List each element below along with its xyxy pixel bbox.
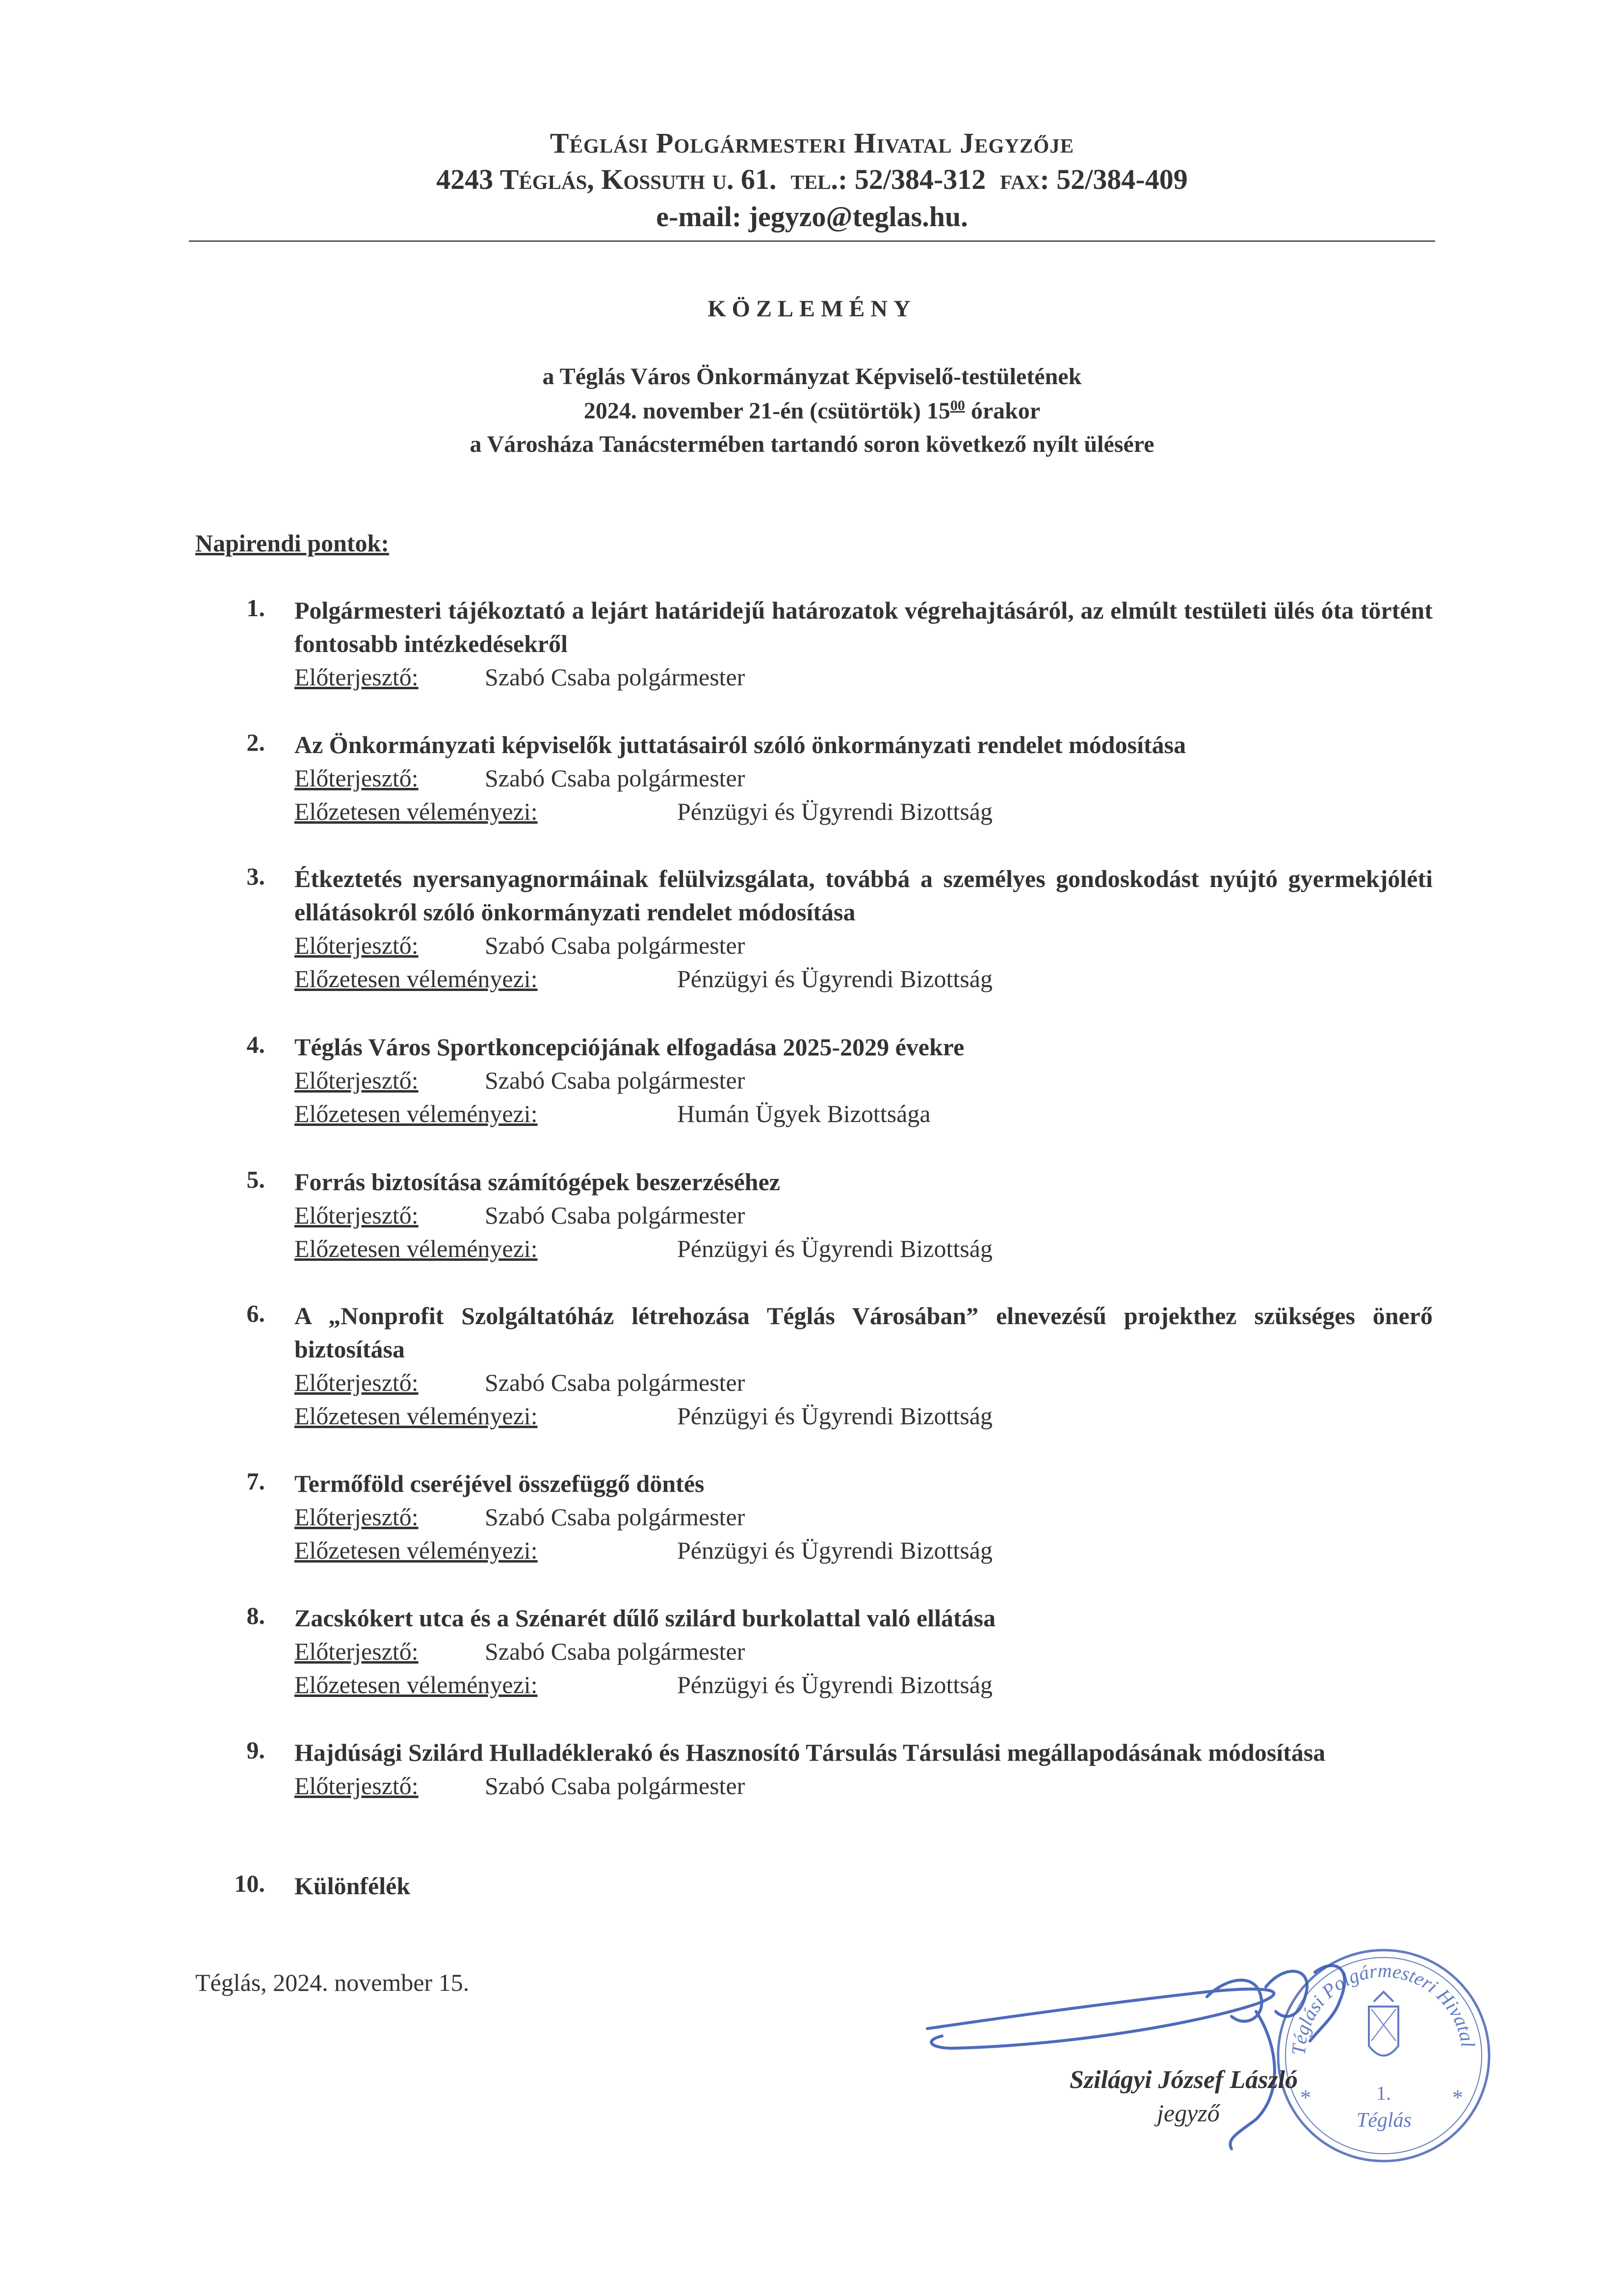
agenda-item-number: 9. xyxy=(246,1736,265,1764)
agenda-item-number: 3. xyxy=(246,862,265,890)
presenter-label: Előterjesztő: xyxy=(294,1369,419,1396)
agenda-item xyxy=(226,1869,1433,1903)
agenda-item-title: Hajdúsági Szilárd Hulladéklerakó és Hasznosító Társulás Társulási megállapodásának módosítása xyxy=(294,1739,1326,1766)
presenter-value: Szabó Csaba polgármester xyxy=(485,1369,745,1396)
agenda-item-title: Étkeztetés nyersanyagnormáinak felülvizsgálata, továbbá a személyes gondoskodást nyújtó gyermekjóléti ellátásokról szóló önkormányzati rendelet módosítása xyxy=(294,865,1433,926)
presenter-label: Előterjesztő: xyxy=(294,932,419,959)
reviewer-value: Humán Ügyek Bizottsága xyxy=(677,1100,931,1127)
presenter-value: Szabó Csaba polgármester xyxy=(485,1638,745,1665)
agenda-heading: Napirendi pontok: xyxy=(195,529,390,557)
reviewer-value: Pénzügyi és Ügyrendi Bizottság xyxy=(677,1402,993,1430)
agenda-item-reviewer xyxy=(294,1534,1433,1567)
letterhead-office: Téglási Polgármesteri Hivatal Jegyzője xyxy=(550,127,1074,159)
notice-date: 2024. november 21-én (csütörtök) 15 xyxy=(583,398,950,424)
presenter-value: Szabó Csaba polgármester xyxy=(485,663,745,691)
agenda-item xyxy=(226,862,1433,995)
seal-bottom-text: Téglás xyxy=(1357,2109,1412,2132)
agenda-item-number: 7. xyxy=(246,1467,265,1495)
agenda-item-presenter xyxy=(294,761,1433,795)
letterhead-tel: tel.: 52/384-312 xyxy=(790,163,986,195)
reviewer-label: Előzetesen véleményezi: xyxy=(294,965,538,992)
agenda-item xyxy=(226,1601,1433,1701)
reviewer-value: Pénzügyi és Ügyrendi Bizottság xyxy=(677,965,993,992)
agenda-item-title: Polgármesteri tájékoztató a lejárt határidejű határozatok végrehajtásáról, az elmúlt testületi ülés óta történt fontosabb intézkedésekről xyxy=(294,597,1433,657)
presenter-label: Előterjesztő: xyxy=(294,1201,419,1229)
agenda-item-title: Különfélék xyxy=(294,1872,411,1900)
agenda-item-title: A „Nonprofit Szolgáltatóház létrehozása Téglás Városában” elnevezésű projekthez szükséges önerő biztosítása xyxy=(294,1302,1433,1363)
reviewer-value: Pénzügyi és Ügyrendi Bizottság xyxy=(677,798,993,825)
reviewer-label: Előzetesen véleményezi: xyxy=(294,1235,538,1262)
agenda-item-title: Forrás biztosítása számítógépek beszerzéséhez xyxy=(294,1168,780,1196)
agenda-item xyxy=(226,1467,1433,1567)
agenda-item xyxy=(226,1165,1433,1265)
agenda-item-number: 4. xyxy=(246,1031,265,1058)
presenter-value: Szabó Csaba polgármester xyxy=(485,1772,745,1800)
agenda-item xyxy=(226,728,1433,828)
reviewer-label: Előzetesen véleményezi: xyxy=(294,1537,538,1564)
seal-number: 1. xyxy=(1376,2082,1391,2104)
agenda-item-number: 8. xyxy=(246,1602,265,1629)
reviewer-value: Pénzügyi és Ügyrendi Bizottság xyxy=(677,1537,993,1564)
place-date: Téglás, 2024. november 15. xyxy=(195,1969,470,1996)
agenda-item-presenter xyxy=(294,1769,1433,1802)
agenda-item-number: 6. xyxy=(246,1300,265,1327)
agenda-item xyxy=(226,1299,1433,1433)
agenda-item-presenter xyxy=(294,929,1433,962)
presenter-value: Szabó Csaba polgármester xyxy=(485,1067,745,1094)
agenda-item-title: Zacskókert utca és a Szénarét dűlő szilárd burkolattal való ellátása xyxy=(294,1604,996,1632)
notice-line-1: a Téglás Város Önkormányzat Képviselő-testületének xyxy=(542,364,1082,390)
notice-time-minutes: 00 xyxy=(950,397,965,414)
agenda-item-reviewer xyxy=(294,962,1433,995)
presenter-label: Előterjesztő: xyxy=(294,1503,419,1531)
agenda-item xyxy=(226,594,1433,694)
agenda-item-presenter xyxy=(294,1199,1433,1232)
presenter-value: Szabó Csaba polgármester xyxy=(485,1503,745,1531)
notice-line-3: a Városháza Tanácstermében tartandó soron következő nyílt ülésére xyxy=(470,431,1154,457)
agenda-item-number: 1. xyxy=(246,594,265,622)
agenda-item-presenter xyxy=(294,1366,1433,1399)
presenter-label: Előterjesztő: xyxy=(294,1067,419,1094)
presenter-label: Előterjesztő: xyxy=(294,663,419,691)
reviewer-value: Pénzügyi és Ügyrendi Bizottság xyxy=(677,1235,993,1262)
notice-line-2 xyxy=(191,397,1433,424)
reviewer-label: Előzetesen véleményezi: xyxy=(294,1402,538,1430)
signer-role: jegyző xyxy=(1157,2099,1220,2127)
agenda-item-number: 2. xyxy=(246,729,265,756)
letterhead-contact xyxy=(191,163,1433,196)
agenda-item xyxy=(226,1736,1433,1802)
seal-top-text: Téglási Polgármesteri Hivatal xyxy=(1287,1959,1480,2056)
svg-text:*: * xyxy=(1452,2086,1463,2110)
notice-title: KÖZLEMÉNY xyxy=(707,296,917,322)
presenter-value: Szabó Csaba polgármester xyxy=(485,1201,745,1229)
agenda-item-title: Téglás Város Sportkoncepciójának elfogadása 2025-2029 évekre xyxy=(294,1033,965,1061)
agenda-item-reviewer xyxy=(294,1668,1433,1701)
presenter-label: Előterjesztő: xyxy=(294,1638,419,1665)
agenda-item-presenter xyxy=(294,1635,1433,1668)
letterhead-fax: fax: 52/384-409 xyxy=(1000,163,1188,195)
agenda-item-number: 10. xyxy=(234,1870,265,1897)
agenda-item-presenter xyxy=(294,660,1433,694)
agenda-item-reviewer xyxy=(294,1399,1433,1433)
presenter-value: Szabó Csaba polgármester xyxy=(485,764,745,792)
agenda-item-number: 5. xyxy=(246,1166,265,1193)
letterhead-divider xyxy=(189,240,1435,242)
reviewer-label: Előzetesen véleményezi: xyxy=(294,1671,538,1698)
agenda-item xyxy=(226,1030,1433,1130)
reviewer-value: Pénzügyi és Ügyrendi Bizottság xyxy=(677,1671,993,1698)
svg-text:*: * xyxy=(1300,2086,1311,2110)
letterhead-email: e-mail: jegyzo@teglas.hu. xyxy=(656,201,968,233)
signer-name: Szilágyi József László xyxy=(1070,2066,1298,2094)
notice-time-suffix: órakor xyxy=(965,398,1041,424)
reviewer-label: Előzetesen véleményezi: xyxy=(294,798,538,825)
reviewer-label: Előzetesen véleményezi: xyxy=(294,1100,538,1127)
presenter-label: Előterjesztő: xyxy=(294,764,419,792)
agenda-item-reviewer xyxy=(294,1097,1433,1130)
presenter-label: Előterjesztő: xyxy=(294,1772,419,1800)
agenda-item-title: Termőföld cseréjével összefüggő döntés xyxy=(294,1470,705,1497)
letterhead-address: 4243 Téglás, Kossuth u. 61. xyxy=(436,163,777,195)
presenter-value: Szabó Csaba polgármester xyxy=(485,932,745,959)
agenda-item-title: Az Önkormányzati képviselők juttatásairól szóló önkormányzati rendelet módosítása xyxy=(294,731,1186,758)
agenda-item-presenter xyxy=(294,1064,1433,1097)
agenda-item-reviewer xyxy=(294,1232,1433,1265)
agenda-item-presenter xyxy=(294,1500,1433,1534)
agenda-item-reviewer xyxy=(294,795,1433,828)
